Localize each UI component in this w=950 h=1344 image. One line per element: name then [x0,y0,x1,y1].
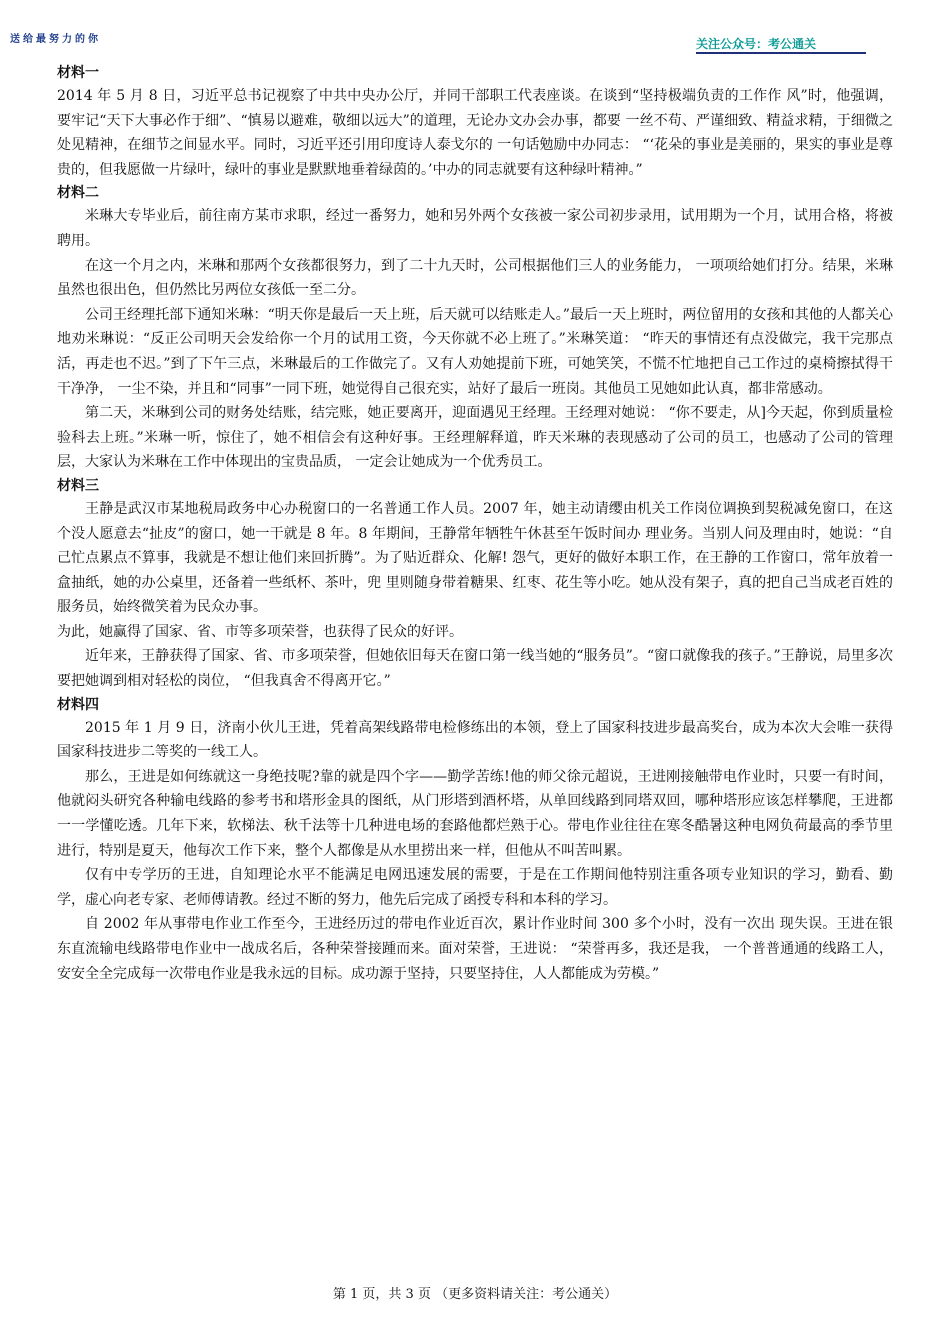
section-2-paragraph: 公司王经理托部下通知米琳：“明天你是最后一天上班，后天就可以结账走人。”最后一天上班时，两位留用的女孩和其他的人都关心地劝米琳说：“反正公司明天会发给你一个月的试用工资，今天你就不必上班了。”米琳笑道： “昨天的事情还有点没做完，我干完那点活，再走也不迟。”到了下午三点，米琳最后的工作做完了。又有人劝她提前下班，可她笑笑，不慌不忙地把自己工作过的桌椅擦拭得干干净净， 一尘不染，并且和“同事”一同下班，她觉得自己很充实，站好了最后一班岗。其他员工见她如此认真，都非常感动。 [57,306,893,397]
section-title-3: 材料三 [57,477,99,494]
section-title-2: 材料二 [57,185,99,202]
section-4-paragraph: 2015 年 1 月 9 日，济南小伙儿王进，凭着高架线路带电检修练出的本领，登上了国家科技进步最高奖台，成为本次大会唯一获得国家科技进步二等奖的一线工人。 [57,719,893,761]
document-body [57,62,893,986]
section-title-4: 材料四 [57,696,99,713]
header-follow-text: 关注公众号：考公通关 [696,37,817,51]
page-footer: 第 1 页，共 3 页 （更多资料请关注：考公通关） [332,1287,618,1302]
section-3-paragraph: 为此，她赢得了国家、省、市等多项荣誉，也获得了民众的好评。 [57,623,463,640]
section-4-paragraph: 仅有中专学历的王进，自知理论水平不能满足电网迅速发展的需要，于是在工作期间他特别注重各项专业知识的学习，勤看、勤学，虚心向老专家、老师傅请教。经过不断的努力，他先后完成了函授专科和本科的学习。 [57,867,893,908]
section-3-paragraph: 王静是武汉市某地税局政务中心办税窗口的一名普通工作人员。2007 年，她主动请缨由机关工作岗位调换到契税减免窗口，在这个没人愿意去“扯皮”的窗口，她一干就是 8 年。8 年期间，王静常年牺牲午休甚至午饭时间办 理业务。当别人问及理由时，她说：“自己忙点累点不算事，我就是不想让他们来回折腾”。为了贴近群众、化解! 怨气，更好的做好本职工作，在王静的工作窗口，常年放着一盒抽纸，她的办公桌里，还备着一些纸杯、茶叶，兜 里则随身带着糖果、红枣、花生等小吃。她从没有架子，真的把自己当成老百姓的服务员，始终微笑着为民众办事。 [57,500,893,616]
section-4-paragraph: 那么，王进是如何练就这一身绝技呢?靠的就是四个字——勤学苦练!他的师父徐元超说，王进刚接触带电作业时，只要一有时间，他就闷头研究各种输电线路的参考书和塔形金具的图纸，从门形塔到酒杯塔，从单回线路到同塔双回，哪种塔形应该怎样攀爬，王进都一一学懂吃透。几年下来，软梯法、秋千法等十几种进电场的套路他都烂熟于心。带电作业往往在寒冬酷暑这种电网负荷最高的季节里进行，特别是夏天，他每次工作下来，整个人都像是从水里捞出来一样，但他从不叫苦叫累。 [57,768,893,859]
section-1-paragraph: 2014 年 5 月 8 日，习近平总书记视察了中共中央办公厅，并同干部职工代表座谈。在谈到“坚持极端负责的工作作 风”时，他强调，要牢记“天下大事必作于细”、“慎易以避难，敬细以远大”的道理，无论办文办会办事，都要 一丝不苟、严谨细致、精益求精，于细微之处见精神，在细节之间显水平。同时，习近平还引用印度诗人泰戈尔的 一句话勉励中办同志： “‘花朵的事业是美丽的，果实的事业是尊贵的，但我愿做一片绿叶，绿叶的事业是默默地垂着绿茵的。’中办的同志就要有这种绿叶精神。” [57,88,893,178]
header-slogan: 送给最努力的你 [10,34,101,45]
section-title-1: 材料一 [57,65,99,81]
section-4-paragraph: 自 2002 年从事带电作业工作至今，王进经历过的带电作业近百次，累计作业时间 300 多个小时，没有一次出 现失误。王进在银东直流输电线路带电作业中一战成名后，各种荣誉接踵而来。面对荣誉，王进说： “荣誉再多，我还是我， 一个普普通通的线路工人，安安全全完成每一次带电作业是我永远的目标。成功源于坚持，只要坚持住，人人都能成为劳模。” [57,916,893,982]
header-rule [696,52,866,54]
page-header [0,0,950,60]
section-2-paragraph: 第二天，米琳到公司的财务处结账，结完账，她正要离开，迎面遇见王经理。王经理对她说： “你不要走，从]今天起，你到质量检验科去上班。”米琳一听，惊住了，她不相信会有这种好事。王经理解释道，昨天米琳的表现感动了公司的员工，也感动了公司的管理层，大家认为米琳在工作中体现出的宝贵品质， 一定会让她成为一个优秀员工。 [57,405,893,471]
section-2-paragraph: 在这一个月之内，米琳和那两个女孩都很努力，到了二十九天时，公司根据他们三人的业务能力， 一项项给她们打分。结果，米琳虽然也很出色，但仍然比另两位女孩低一至二分。 [57,257,893,299]
section-3-paragraph: 近年来，王静获得了国家、省、市多项荣誉，但她依旧每天在窗口第一线当她的“服务员”。“窗口就像我的孩子。”王静说，局里多次要把她调到相对轻松的岗位， “但我真舍不得离开它。” [57,648,893,690]
section-2-paragraph: 米琳大专毕业后，前往南方某市求职，经过一番努力，她和另外两个女孩被一家公司初步录用，试用期为一个月，试用合格，将被聘用。 [57,208,893,249]
